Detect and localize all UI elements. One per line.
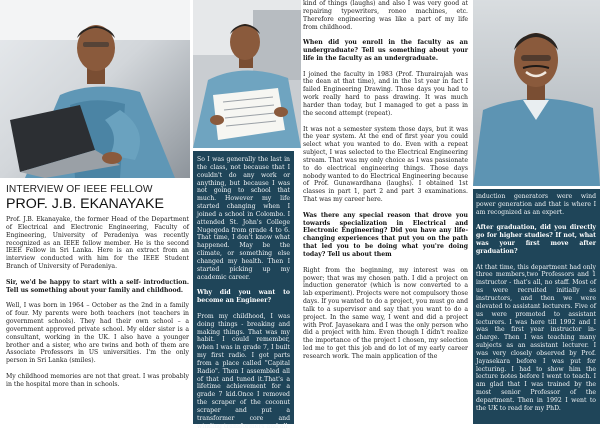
answer-3-paragraph-2: It was not a semester system those days, but it was the year system. At the end of first year you could select what you wanted to do. Even with a repeat subject, I was selected to the Electrical Engineering stream. That was my only choice as I was passionate to do electrical engineering things. Those days nobody wanted to do Electrical Engineering because of Prof. Gunawardhana (laughs). I obtained 1st classes in part 1, part 2 and part 3 examinations. That was my career here. xyxy=(303,125,468,204)
column-1 xyxy=(6,216,189,396)
answer-2: From my childhood, I was doing things - breaking and making things. That was my habit. I could remember, when I was in grade 7, I built my first radio. I got parts from a place called "Capital Radio". Then I assembled all of that and tuned it.That's a lifetime achievement for a grade 7 kid.Once I removed the scraper of the coconut scraper and put a transformer core and winding transformers and all xyxy=(197,312,290,430)
column-2-panel xyxy=(193,151,294,430)
photo-professor-reading xyxy=(193,0,301,148)
column-4-panel xyxy=(473,189,600,424)
question-5: After graduation, did you directly go for higher studies? If not, what was your first move after graduation? xyxy=(476,224,596,255)
column-3 xyxy=(303,0,468,369)
photo-professor-at-desk xyxy=(0,0,190,178)
question-3: When did you enroll in the faculty as an undergraduate? Tell us something about your life in the faculty as an undergraduate. xyxy=(303,39,468,62)
answer-1-paragraph-2: My childhood memories are not that great. I was probably in the hospital more than in schools. xyxy=(6,372,189,388)
answer-1-paragraph-1: Well, I was born in 1964 – October as the 2nd in a family of four. My parents were both teachers (not teachers in government schools). They had their own school – a government approved private school. My elder sister is a consultant, working in the UK. I also have a younger brother and a sister, who are twins and both of them are Associate Professors in US universities. I'm the only person in Sri Lanka (smiles). xyxy=(6,302,189,365)
answer-3-paragraph-1: I joined the faculty in 1983 (Prof. Thurairajah was the dean at that time), and in the 1st year in fact I failed Engineering Drawing. Those days you had to work really hard to pass drawing. It was much harder than today, but I managed to get a pass in the second attempt (repeat). xyxy=(303,70,468,117)
intro-paragraph: Prof. J.B. Ekanayake, the former Head of the Department of Electrical and Electronic Engineering, Faculty of Engineering, University of Peradeniya was recently recognized as an IEEE fellow member. He is the second IEEE Fellow in Sri Lanka. Here is an extract from an interview conducted with him for the IEEE Student Branch of University of Peradeniya. xyxy=(6,216,189,271)
photo-professor-portrait xyxy=(473,0,600,186)
question-2: Why did you want to become an Engineer? xyxy=(197,289,290,305)
answer-5: At that time, this department had only three members,two Professors and 1 instructor - that's all, no staff. Most of us were recruited initially as instructors, and then we were elevated to assistant lecturers. Five of us were promoted to assistant lecturers. I was here till 1992 and I was the first year instructor in-charge. Then I was teaching many subjects as an assistant lecturer. I was very closely observed by Prof. Jayasekara before I was put for lecturing. I had to show him the lecture notes before I went to teach. I am glad that I was trained by the most senior Professor of the department. Then in 1992 I went to the UK to read for my PhD. xyxy=(476,263,596,412)
answer-4-continued: induction generators were wind power generation and that is where I am recognized as an expert. xyxy=(476,193,596,216)
answer-4: Right from the beginning, my interest was on power; that was my chosen path. I did a project on induction generator (which is now converted to a lab experiment). Projects were not compulsory those days. If you wanted to do a project, you must go and talk to a supervisor and say that you want to do a project. In the same way, I went and did a project with Prof. Jayasekara and I was the only person who did a project with him. Even though I didn't realize the importance of the project I chosen, my selection led me to get this job and do lot of my early career research work. The main application of the xyxy=(303,266,468,360)
answer-2-continued: kind of things (laughs) and also I was very good at repairing typewriters, roneo machines, etc. Therefore engineering was like a part of my life from childhood. xyxy=(303,0,468,31)
page-title: PROF. J.B. EKANAYAKE xyxy=(6,196,164,212)
answer-1-continued: So I was generally the last in the class, not because that I couldn't do any work or anything, but because I was not going to school that much. However my life started changing when I joined a school in Colombo. I attended St. John's College Nugegoda from grade 4 to 6. That time, I don't know what happened. May be the climate, or something else changed my health. Then I started picking up my academic career. xyxy=(197,156,290,281)
question-1: Sir, we'd be happy to start with a self- introduction. Tell us something about your family and childhood. xyxy=(6,278,189,294)
interview-kicker: INTERVIEW OF IEEE FELLOW xyxy=(6,184,153,195)
question-4: Was there any special reason that drove you towards specialization in Electrical and Electronic Engineering? Did you have any life-changing experiences that put you on the path that led you to be doing what you're doing today? Tell us about them xyxy=(303,211,468,258)
